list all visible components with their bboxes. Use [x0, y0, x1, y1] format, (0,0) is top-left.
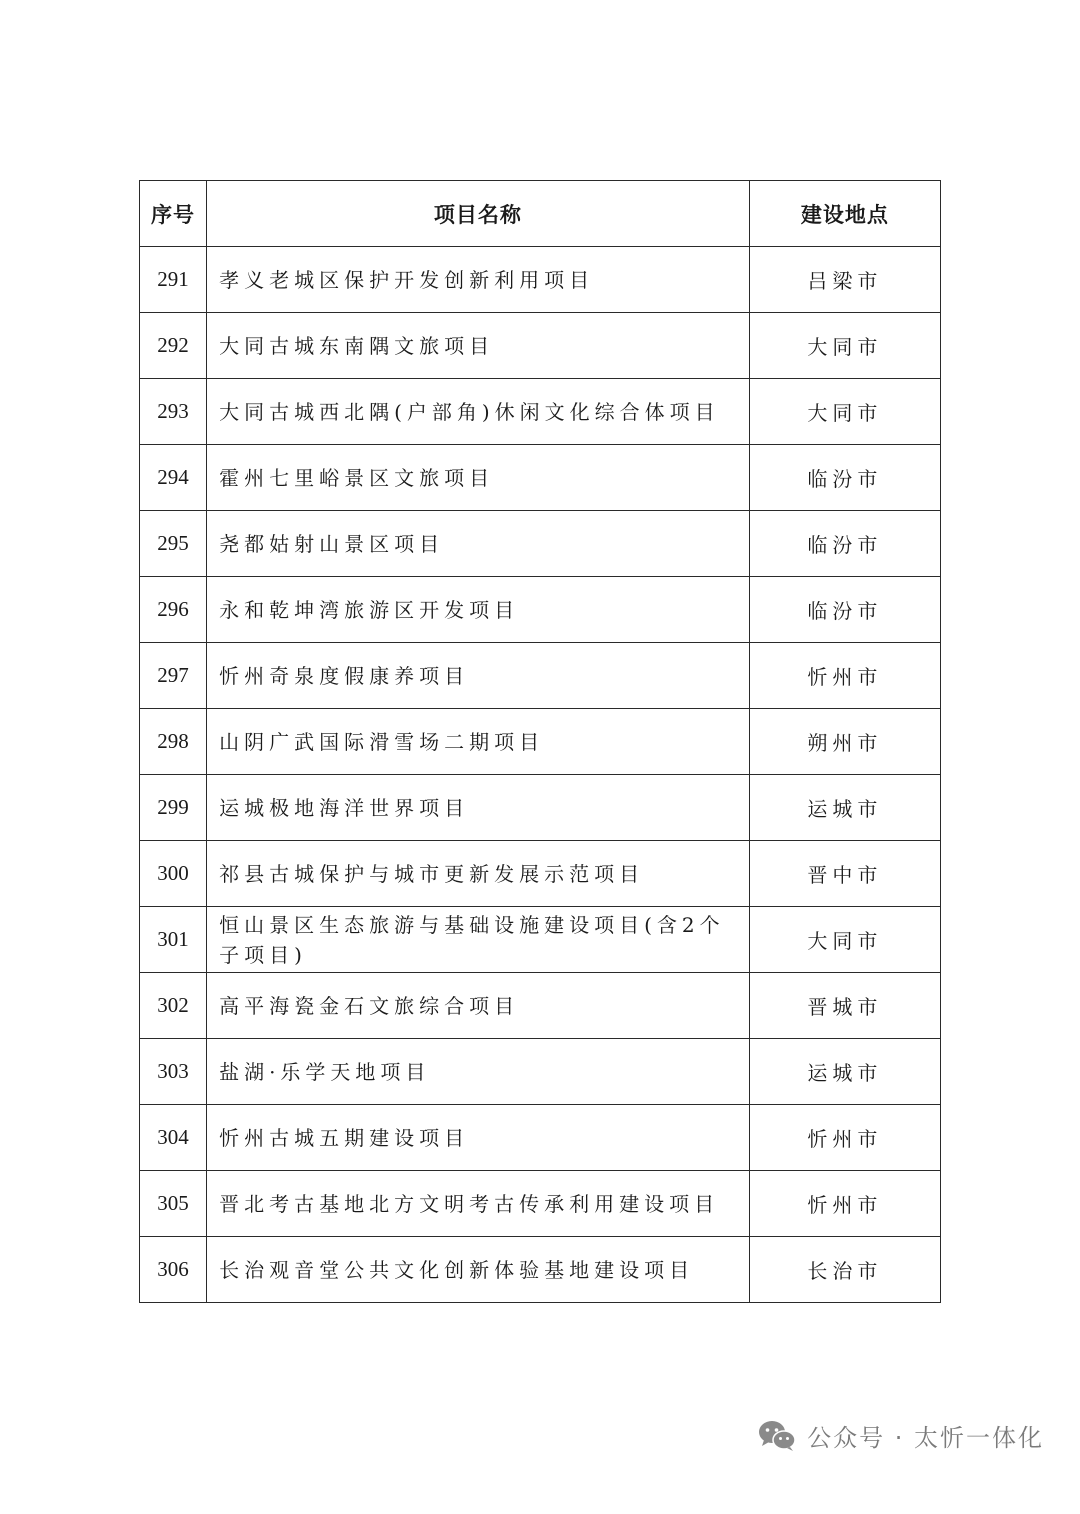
- row-name: 大同古城西北隅(户部角)休闲文化综合体项目: [207, 379, 750, 445]
- row-location: 大同市: [749, 313, 940, 379]
- row-no: 296: [140, 577, 207, 643]
- row-no: 300: [140, 841, 207, 907]
- table-row: [140, 445, 941, 511]
- row-no: 302: [140, 973, 207, 1039]
- table-row: [140, 643, 941, 709]
- row-no: 292: [140, 313, 207, 379]
- table-row: [140, 775, 941, 841]
- watermark: [757, 1418, 1044, 1453]
- row-location: 临汾市: [749, 577, 940, 643]
- row-no: 294: [140, 445, 207, 511]
- row-name: 孝义老城区保护开发创新利用项目: [207, 247, 750, 313]
- row-name: 山阴广武国际滑雪场二期项目: [207, 709, 750, 775]
- row-location: 忻州市: [749, 643, 940, 709]
- wechat-icon: [757, 1419, 797, 1453]
- table-row: [140, 247, 941, 313]
- row-no: 303: [140, 1039, 207, 1105]
- row-no: 304: [140, 1105, 207, 1171]
- table-row: [140, 577, 941, 643]
- row-no: 298: [140, 709, 207, 775]
- row-no: 295: [140, 511, 207, 577]
- row-no: 305: [140, 1171, 207, 1237]
- header-no: 序号: [140, 181, 207, 247]
- table-row: [140, 709, 941, 775]
- row-location: 忻州市: [749, 1105, 940, 1171]
- table-row: [140, 313, 941, 379]
- row-location: 大同市: [749, 907, 940, 973]
- row-location: 长治市: [749, 1237, 940, 1303]
- row-location: 运城市: [749, 775, 940, 841]
- table-row: [140, 973, 941, 1039]
- row-name: 高平海瓷金石文旅综合项目: [207, 973, 750, 1039]
- table-header-row: [140, 181, 941, 247]
- table-row: [140, 511, 941, 577]
- row-location: 大同市: [749, 379, 940, 445]
- row-location: 忻州市: [749, 1171, 940, 1237]
- row-location: 吕梁市: [749, 247, 940, 313]
- table-row: [140, 1105, 941, 1171]
- row-name: 晋北考古基地北方文明考古传承利用建设项目: [207, 1171, 750, 1237]
- row-location: 临汾市: [749, 511, 940, 577]
- row-no: 297: [140, 643, 207, 709]
- header-name: 项目名称: [207, 181, 750, 247]
- table-row: [140, 907, 941, 973]
- table-row: [140, 1039, 941, 1105]
- row-name: 盐湖·乐学天地项目: [207, 1039, 750, 1105]
- table-row: [140, 1237, 941, 1303]
- table-row: [140, 1171, 941, 1237]
- watermark-text: 公众号 · 太忻一体化: [807, 1424, 1044, 1452]
- row-name: 永和乾坤湾旅游区开发项目: [207, 577, 750, 643]
- row-name: 忻州奇泉度假康养项目: [207, 643, 750, 709]
- table-row: [140, 379, 941, 445]
- row-location: 临汾市: [749, 445, 940, 511]
- row-name: 霍州七里峪景区文旅项目: [207, 445, 750, 511]
- row-no: 293: [140, 379, 207, 445]
- row-name: 忻州古城五期建设项目: [207, 1105, 750, 1171]
- table-row: [140, 841, 941, 907]
- row-location: 朔州市: [749, 709, 940, 775]
- project-table: [139, 180, 941, 1303]
- row-name: 运城极地海洋世界项目: [207, 775, 750, 841]
- row-location: 运城市: [749, 1039, 940, 1105]
- row-name: 祁县古城保护与城市更新发展示范项目: [207, 841, 750, 907]
- row-no: 291: [140, 247, 207, 313]
- row-location: 晋城市: [749, 973, 940, 1039]
- row-no: 301: [140, 907, 207, 973]
- row-name: 尧都姑射山景区项目: [207, 511, 750, 577]
- row-location: 晋中市: [749, 841, 940, 907]
- row-name: 长治观音堂公共文化创新体验基地建设项目: [207, 1237, 750, 1303]
- row-name: 恒山景区生态旅游与基础设施建设项目(含2个子项目): [207, 907, 750, 973]
- row-no: 306: [140, 1237, 207, 1303]
- row-name: 大同古城东南隅文旅项目: [207, 313, 750, 379]
- header-location: 建设地点: [749, 181, 940, 247]
- row-no: 299: [140, 775, 207, 841]
